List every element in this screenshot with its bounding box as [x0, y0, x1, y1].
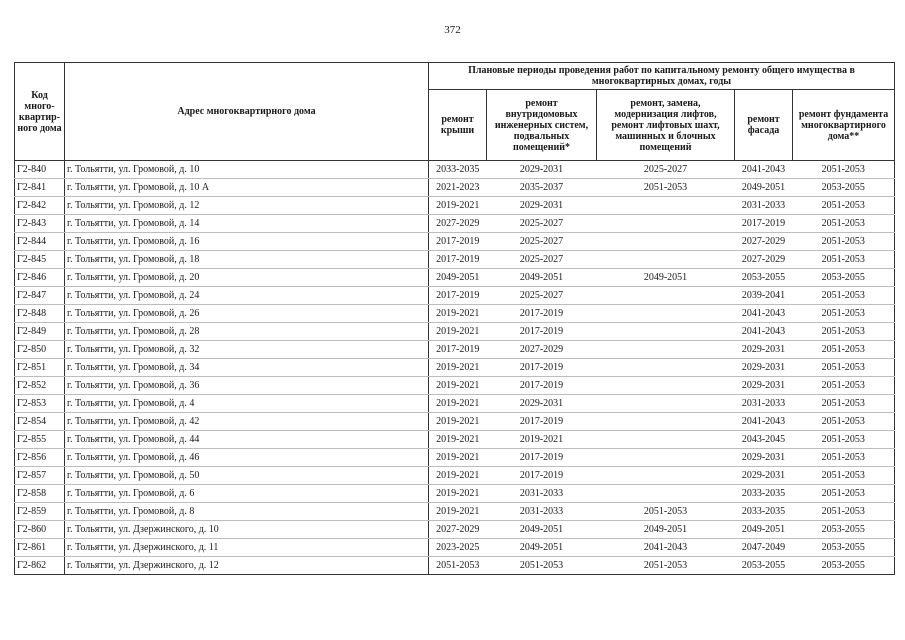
cell-address: г. Тольятти, ул. Громовой, д. 10 [65, 161, 429, 179]
table-header [15, 63, 895, 161]
cell-lifts [597, 377, 735, 395]
cell-systems: 2049-2051 [487, 269, 597, 287]
table-row [15, 503, 895, 521]
cell-code: Г2-844 [15, 233, 65, 251]
cell-address: г. Тольятти, ул. Громовой, д. 46 [65, 449, 429, 467]
table-row [15, 161, 895, 179]
cell-code: Г2-859 [15, 503, 65, 521]
cell-foundation: 2053-2055 [793, 521, 895, 539]
cell-address: г. Тольятти, ул. Громовой, д. 50 [65, 467, 429, 485]
cell-lifts [597, 341, 735, 359]
cell-foundation: 2051-2053 [793, 449, 895, 467]
cell-roof: 2021-2023 [429, 179, 487, 197]
table-row [15, 251, 895, 269]
cell-facade: 2029-2031 [735, 359, 793, 377]
cell-foundation: 2051-2053 [793, 287, 895, 305]
cell-lifts [597, 449, 735, 467]
cell-roof: 2019-2021 [429, 323, 487, 341]
cell-facade: 2029-2031 [735, 377, 793, 395]
header-address: Адрес многоквартирного дома [65, 63, 429, 161]
cell-systems: 2017-2019 [487, 359, 597, 377]
cell-lifts: 2051-2053 [597, 503, 735, 521]
cell-systems: 2025-2027 [487, 251, 597, 269]
cell-code: Г2-847 [15, 287, 65, 305]
table-row [15, 197, 895, 215]
cell-address: г. Тольятти, ул. Громовой, д. 26 [65, 305, 429, 323]
cell-lifts [597, 305, 735, 323]
table-row [15, 413, 895, 431]
table-row [15, 269, 895, 287]
cell-systems: 2017-2019 [487, 449, 597, 467]
cell-systems: 2029-2031 [487, 161, 597, 179]
cell-facade: 2047-2049 [735, 539, 793, 557]
cell-address: г. Тольятти, ул. Дзержинского, д. 10 [65, 521, 429, 539]
cell-systems: 2017-2019 [487, 413, 597, 431]
cell-lifts: 2049-2051 [597, 521, 735, 539]
cell-address: г. Тольятти, ул. Громовой, д. 12 [65, 197, 429, 215]
cell-lifts [597, 251, 735, 269]
cell-code: Г2-851 [15, 359, 65, 377]
header-systems: ремонт внутридомовых инженерных систем, подвальных помещений* [487, 90, 597, 161]
header-foundation: ремонт фундамента многоквартирного дома** [793, 90, 895, 161]
cell-facade: 2039-2041 [735, 287, 793, 305]
cell-address: г. Тольятти, ул. Громовой, д. 18 [65, 251, 429, 269]
cell-address: г. Тольятти, ул. Громовой, д. 44 [65, 431, 429, 449]
cell-facade: 2049-2051 [735, 521, 793, 539]
cell-address: г. Тольятти, ул. Громовой, д. 42 [65, 413, 429, 431]
cell-code: Г2-846 [15, 269, 65, 287]
cell-foundation: 2051-2053 [793, 359, 895, 377]
header-lifts: ремонт, замена, модернизация лифтов, ремонт лифтовых шахт, машинных и блочных помещений [597, 90, 735, 161]
cell-lifts [597, 395, 735, 413]
table-row [15, 215, 895, 233]
cell-address: г. Тольятти, ул. Громовой, д. 4 [65, 395, 429, 413]
table-row [15, 305, 895, 323]
cell-code: Г2-853 [15, 395, 65, 413]
cell-code: Г2-855 [15, 431, 65, 449]
cell-foundation: 2053-2055 [793, 557, 895, 575]
cell-roof: 2033-2035 [429, 161, 487, 179]
cell-lifts [597, 287, 735, 305]
cell-code: Г2-850 [15, 341, 65, 359]
cell-lifts [597, 359, 735, 377]
cell-systems: 2025-2027 [487, 215, 597, 233]
cell-facade: 2027-2029 [735, 233, 793, 251]
cell-foundation: 2051-2053 [793, 395, 895, 413]
cell-foundation: 2051-2053 [793, 431, 895, 449]
cell-code: Г2-860 [15, 521, 65, 539]
cell-address: г. Тольятти, ул. Громовой, д. 16 [65, 233, 429, 251]
cell-systems: 2017-2019 [487, 305, 597, 323]
cell-address: г. Тольятти, ул. Громовой, д. 34 [65, 359, 429, 377]
cell-code: Г2-856 [15, 449, 65, 467]
cell-lifts [597, 197, 735, 215]
cell-facade: 2053-2055 [735, 269, 793, 287]
cell-facade: 2029-2031 [735, 341, 793, 359]
cell-systems: 2017-2019 [487, 323, 597, 341]
cell-lifts: 2041-2043 [597, 539, 735, 557]
cell-systems: 2029-2031 [487, 395, 597, 413]
cell-foundation: 2051-2053 [793, 197, 895, 215]
cell-code: Г2-854 [15, 413, 65, 431]
cell-code: Г2-857 [15, 467, 65, 485]
cell-systems: 2049-2051 [487, 521, 597, 539]
cell-lifts [597, 467, 735, 485]
cell-address: г. Тольятти, ул. Громовой, д. 36 [65, 377, 429, 395]
cell-roof: 2017-2019 [429, 233, 487, 251]
cell-code: Г2-848 [15, 305, 65, 323]
cell-systems: 2031-2033 [487, 503, 597, 521]
cell-foundation: 2051-2053 [793, 305, 895, 323]
cell-lifts: 2051-2053 [597, 557, 735, 575]
page-number: 372 [444, 24, 461, 36]
cell-facade: 2031-2033 [735, 395, 793, 413]
cell-systems: 2025-2027 [487, 287, 597, 305]
table-row [15, 377, 895, 395]
cell-facade: 2031-2033 [735, 197, 793, 215]
cell-lifts: 2025-2027 [597, 161, 735, 179]
cell-code: Г2-843 [15, 215, 65, 233]
cell-systems: 2049-2051 [487, 539, 597, 557]
cell-code: Г2-849 [15, 323, 65, 341]
cell-systems: 2025-2027 [487, 233, 597, 251]
cell-facade: 2043-2045 [735, 431, 793, 449]
cell-lifts [597, 413, 735, 431]
cell-facade: 2033-2035 [735, 503, 793, 521]
table-row [15, 485, 895, 503]
cell-address: г. Тольятти, ул. Громовой, д. 28 [65, 323, 429, 341]
cell-roof: 2019-2021 [429, 377, 487, 395]
table-row [15, 359, 895, 377]
cell-roof: 2051-2053 [429, 557, 487, 575]
cell-systems: 2035-2037 [487, 179, 597, 197]
cell-roof: 2019-2021 [429, 413, 487, 431]
cell-facade: 2053-2055 [735, 557, 793, 575]
cell-code: Г2-861 [15, 539, 65, 557]
cell-roof: 2019-2021 [429, 503, 487, 521]
cell-roof: 2019-2021 [429, 359, 487, 377]
cell-facade: 2017-2019 [735, 215, 793, 233]
cell-foundation: 2053-2055 [793, 539, 895, 557]
cell-foundation: 2053-2055 [793, 179, 895, 197]
cell-facade: 2029-2031 [735, 449, 793, 467]
cell-roof: 2019-2021 [429, 395, 487, 413]
cell-lifts [597, 485, 735, 503]
cell-facade: 2033-2035 [735, 485, 793, 503]
cell-roof: 2023-2025 [429, 539, 487, 557]
cell-roof: 2017-2019 [429, 287, 487, 305]
header-code: Код много-квартир-ного дома [15, 63, 65, 161]
cell-foundation: 2051-2053 [793, 377, 895, 395]
table-row [15, 557, 895, 575]
cell-roof: 2049-2051 [429, 269, 487, 287]
cell-lifts: 2049-2051 [597, 269, 735, 287]
cell-code: Г2-862 [15, 557, 65, 575]
cell-code: Г2-858 [15, 485, 65, 503]
cell-facade: 2029-2031 [735, 467, 793, 485]
cell-foundation: 2053-2055 [793, 269, 895, 287]
cell-facade: 2041-2043 [735, 305, 793, 323]
cell-foundation: 2051-2053 [793, 485, 895, 503]
cell-foundation: 2051-2053 [793, 251, 895, 269]
table-row [15, 179, 895, 197]
cell-lifts [597, 233, 735, 251]
cell-address: г. Тольятти, ул. Громовой, д. 32 [65, 341, 429, 359]
table-row [15, 431, 895, 449]
table-row [15, 395, 895, 413]
cell-foundation: 2051-2053 [793, 467, 895, 485]
cell-foundation: 2051-2053 [793, 413, 895, 431]
cell-foundation: 2051-2053 [793, 323, 895, 341]
header-periods: Плановые периоды проведения работ по капитальному ремонту общего имущества в многоквартирных домах, годы [429, 63, 895, 90]
cell-systems: 2051-2053 [487, 557, 597, 575]
cell-address: г. Тольятти, ул. Дзержинского, д. 11 [65, 539, 429, 557]
cell-address: г. Тольятти, ул. Громовой, д. 6 [65, 485, 429, 503]
cell-facade: 2027-2029 [735, 251, 793, 269]
header-facade: ремонт фасада [735, 90, 793, 161]
cell-systems: 2017-2019 [487, 467, 597, 485]
cell-systems: 2029-2031 [487, 197, 597, 215]
table-row [15, 467, 895, 485]
cell-roof: 2027-2029 [429, 215, 487, 233]
cell-systems: 2019-2021 [487, 431, 597, 449]
table-row [15, 449, 895, 467]
cell-lifts: 2051-2053 [597, 179, 735, 197]
cell-address: г. Тольятти, ул. Дзержинского, д. 12 [65, 557, 429, 575]
cell-roof: 2019-2021 [429, 467, 487, 485]
cell-address: г. Тольятти, ул. Громовой, д. 14 [65, 215, 429, 233]
cell-roof: 2017-2019 [429, 341, 487, 359]
table-row [15, 341, 895, 359]
cell-code: Г2-852 [15, 377, 65, 395]
table-row [15, 233, 895, 251]
cell-roof: 2019-2021 [429, 431, 487, 449]
header-roof: ремонт крыши [429, 90, 487, 161]
cell-roof: 2019-2021 [429, 485, 487, 503]
cell-foundation: 2051-2053 [793, 215, 895, 233]
cell-facade: 2041-2043 [735, 161, 793, 179]
cell-systems: 2027-2029 [487, 341, 597, 359]
cell-code: Г2-840 [15, 161, 65, 179]
table-row [15, 287, 895, 305]
table-row [15, 323, 895, 341]
cell-facade: 2041-2043 [735, 413, 793, 431]
cell-facade: 2049-2051 [735, 179, 793, 197]
cell-lifts [597, 323, 735, 341]
cell-facade: 2041-2043 [735, 323, 793, 341]
table-body [15, 161, 895, 575]
cell-lifts [597, 215, 735, 233]
cell-code: Г2-841 [15, 179, 65, 197]
cell-lifts [597, 431, 735, 449]
table-row [15, 539, 895, 557]
table-row [15, 521, 895, 539]
cell-roof: 2027-2029 [429, 521, 487, 539]
cell-address: г. Тольятти, ул. Громовой, д. 8 [65, 503, 429, 521]
cell-systems: 2031-2033 [487, 485, 597, 503]
cell-foundation: 2051-2053 [793, 341, 895, 359]
cell-code: Г2-842 [15, 197, 65, 215]
cell-systems: 2017-2019 [487, 377, 597, 395]
cell-roof: 2019-2021 [429, 197, 487, 215]
capital-repair-table [14, 62, 895, 575]
cell-address: г. Тольятти, ул. Громовой, д. 10 А [65, 179, 429, 197]
cell-foundation: 2051-2053 [793, 503, 895, 521]
cell-roof: 2019-2021 [429, 305, 487, 323]
cell-address: г. Тольятти, ул. Громовой, д. 24 [65, 287, 429, 305]
cell-foundation: 2051-2053 [793, 161, 895, 179]
cell-foundation: 2051-2053 [793, 233, 895, 251]
cell-roof: 2017-2019 [429, 251, 487, 269]
cell-code: Г2-845 [15, 251, 65, 269]
cell-roof: 2019-2021 [429, 449, 487, 467]
cell-address: г. Тольятти, ул. Громовой, д. 20 [65, 269, 429, 287]
